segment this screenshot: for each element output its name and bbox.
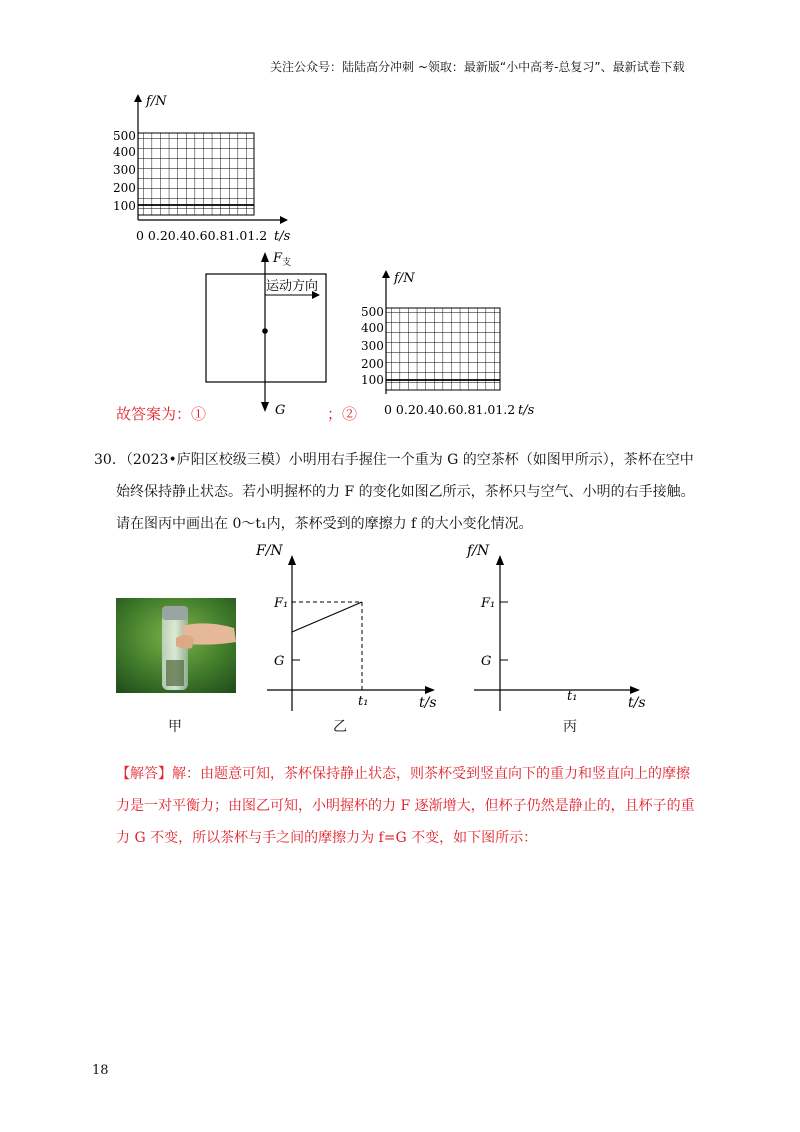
y-tick: 200 xyxy=(113,181,136,195)
y-tick: 500 xyxy=(113,129,136,143)
figure-caption-jia: 甲 xyxy=(168,719,182,735)
figure-yi-graph xyxy=(245,535,455,715)
grid-chart-1 xyxy=(100,88,320,248)
f1-label: F₁ xyxy=(274,596,289,611)
answer-prefix: 故答案为：① xyxy=(116,405,207,423)
y-tick: 100 xyxy=(361,373,384,387)
motion-direction-label: 运动方向 xyxy=(266,279,319,294)
gravity-label: G xyxy=(275,403,286,418)
y-axis-label: f/N xyxy=(146,94,167,109)
y-tick: 400 xyxy=(361,321,384,335)
solution-line: 力 G 不变，所以茶杯与手之间的摩擦力为 f=G 不变，如下图所示： xyxy=(116,830,538,846)
y-tick: 300 xyxy=(361,339,384,353)
figure-caption-bing: 丙 xyxy=(563,719,577,735)
x-axis-label: t/s xyxy=(518,403,535,418)
y-tick: 500 xyxy=(361,305,384,319)
figure-caption-yi: 乙 xyxy=(333,719,347,735)
figure-bing-graph xyxy=(460,535,660,715)
x-axis-label: t/s xyxy=(628,695,646,711)
grid-chart-2 xyxy=(348,262,548,422)
x-axis-label: t/s xyxy=(419,695,437,711)
x-axis-label: t/s xyxy=(274,229,291,244)
t1-label: t₁ xyxy=(567,689,578,704)
f1-label: F₁ xyxy=(481,596,496,611)
g-label: G xyxy=(481,654,492,669)
y-axis-label: f/N xyxy=(394,271,415,286)
y-axis-label: f/N xyxy=(467,543,490,559)
answer-separator: ；② xyxy=(327,405,358,423)
y-axis-label: F/N xyxy=(256,543,283,559)
y-tick: 200 xyxy=(361,357,384,371)
x-ticks: 0 0.20.40.60.81.01.2 xyxy=(136,228,268,243)
x-ticks: 0 0.20.40.60.81.01.2 xyxy=(384,402,516,417)
question-line: 请在图丙中画出在 0～t₁内，茶杯受到的摩擦力 f 的大小变化情况。 xyxy=(116,516,533,532)
t1-label: t₁ xyxy=(358,694,369,709)
g-label: G xyxy=(274,654,285,669)
page-number: 18 xyxy=(92,1063,109,1078)
support-force-label: F xyxy=(273,251,283,266)
support-force-subscript: 支 xyxy=(282,258,292,268)
y-tick: 300 xyxy=(113,163,136,177)
y-tick: 100 xyxy=(113,199,136,213)
y-tick: 400 xyxy=(113,145,136,159)
question-line: 始终保持静止状态。若小明握杯的力 F 的变化如图乙所示，茶杯只与空气、小明的右手接触。 xyxy=(116,484,695,500)
solution-line: 力是一对平衡力；由图乙可知，小明握杯的力 F 逐渐增大，但杯子仍然是静止的，且杯子的重 xyxy=(116,798,695,814)
force-diagram xyxy=(200,248,340,420)
question-line: 30．（2023•庐阳区校级三模）小明用右手握住一个重为 G 的空茶杯（如图甲所示），茶杯在空中 xyxy=(94,452,694,468)
page-header: 关注公众号：陆陆高分冲刺 ~领取：最新版“小中高考-总复习”、最新试卷下载 xyxy=(270,60,685,74)
cup-photo xyxy=(116,598,236,693)
solution-line: 【解答】解：由题意可知，茶杯保持静止状态，则茶杯受到竖直向下的重力和竖直向上的摩擦 xyxy=(116,766,690,782)
